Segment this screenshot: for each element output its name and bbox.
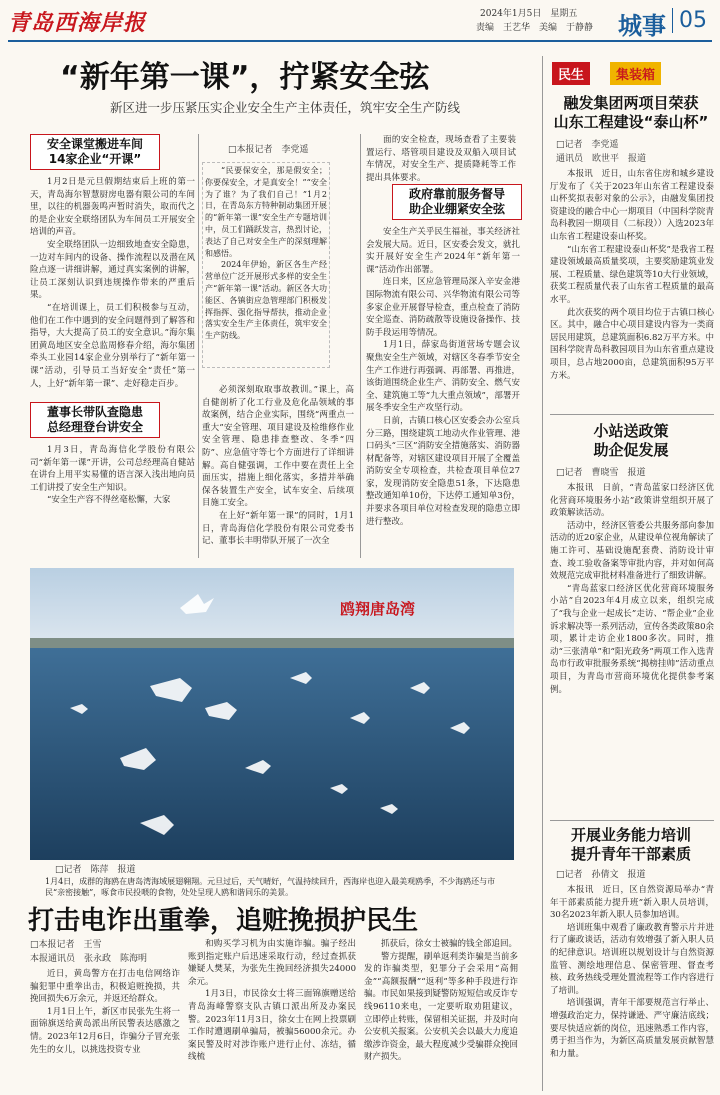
paragraph: 此次获奖的两个项目均位于古镇口核心区。其中，融合中心项目建设内容为一类商居民用建筑，总建筑面积6.82万平方米。中国科学院青岛科教园项目为山东省重点建设项目，总占地2000亩，总建筑面积95万平方米。 <box>550 307 714 381</box>
paragraph: 本报讯 近日，山东省住房和城乡建设厅发布了《关于2023年山东省工程建设泰山杯奖拟表彰对象的公示》，由融发集团投资建设的融合中心一期项目（中国科学院青岛科教园一期项目（二标段））入选2023年山东省工程建设泰山杯奖。 <box>550 169 714 242</box>
lead-column-3 <box>366 134 516 183</box>
paragraph: “山东省工程建设泰山杯奖”是我省工程建设领域最高质量奖项，主要奖励建筑业发展、工程质量、绿色建筑等10大行业领域，获奖工程质量代表了山东省工程质量的最高水平。 <box>550 244 714 305</box>
lead-subhead-box-2 <box>30 402 160 438</box>
sidebar-story-2-body <box>550 482 714 816</box>
paragraph: 日前，古镇口核心区安委会办公室兵分三路，围绕建筑工地动火作业管理、港口码头“三区”消防安全措施落实、消防器材配备等，对辖区建设项目开展了全覆盖消防安全专项检查，共检查项目单位27家，发现消防安全隐患51条，下达隐患整改通知单10份，下达停工通知单3份，并要求各项目单位对检查发现的隐患立即进行整改。 <box>366 415 520 527</box>
sidebar-story-2-byline: □记者 曹晓雪 报道 <box>556 468 646 478</box>
lead-column-3b <box>366 226 520 560</box>
paragraph: “民要保安全，那是假安全；你要保安全，才是真安全！”“安全为了谁？为了我们自己！”1月2日，在青岛东方特种制动集团开展的“新年第一课”安全生产专题培训中，员工们踊跃发言，热烈讨论，表达了自己对安全生产的深刻理解和感悟。 <box>205 166 327 258</box>
paragraph: “安全生产容不得丝毫松懈，大家 <box>47 495 171 506</box>
bottom-column-2 <box>188 938 356 1092</box>
photo-credit: □记者 陈萍 报道 <box>55 865 136 875</box>
page-header <box>0 0 720 42</box>
lead-quote-box <box>202 162 330 368</box>
paragraph: 连日来，区应急管理局深入辛安金港国际物流有限公司、兴华物流有限公司等多家企业开展督导检查，重点检查了消防安全巡查、消防疏散等设施设备操作、技防手段运用等情况。 <box>366 277 520 338</box>
paragraph: “青岛蓝家口经济区优化营商环境服务小站”自2023年4月成立以来，组织完成了“我与企业一起成长”走访、“帮企业”企业诉求解决等一系列活动，宣传各类政策80余项，累计走访企业1800多次。同时，推动“三张清单”和“阳光政务”两项工作入选青岛市行政审批服务系统“揭榜挂帅”活动重点项目，为青岛市营商环境优化提供参考案例。 <box>550 583 714 695</box>
sidebar-story-3-headline <box>548 826 714 864</box>
column-divider <box>198 134 199 558</box>
lead-column-2 <box>202 384 354 560</box>
subhead-line: 董事长带队查隐患 <box>46 405 143 419</box>
photo-title: 鸥翔唐岛湾 <box>340 600 416 618</box>
subhead-line: 安全课堂搬进车间 <box>46 137 143 151</box>
sidebar-divider <box>542 56 543 1091</box>
subhead-line: 总经理登台讲安全 <box>46 420 143 434</box>
sidebar-story-1-byline <box>556 138 646 166</box>
paragraph: 1月2日是元旦假期结束后上班的第一天，青岛海尔智慧厨房电器有限公司的车间里，以往的机器轰鸣声暂时消失，取而代之的是企业安全联络团队为车间员工开展安全培训的声音。 <box>30 177 195 238</box>
section-name: 城事 <box>618 11 666 40</box>
photo-description: 1月4日，成群的海鸥在唐岛湾海域展翅翱翔。元旦过后，天气晴好，气温持续回升，西海岸也迎入最美观鸥季，不少海鸥还与市民“亲密接触”，啄食市民投喂的食物，处处呈现人鸥和谐同乐的美景。 <box>45 877 496 897</box>
sidebar-tag-minsheng: 民生 <box>552 62 590 85</box>
paragraph: 1月3日，市民徐女士将三面锦旗赠送给青岛海峰警察支队古镇口派出所及办案民警。2023年11月3日，徐女士在网上投票刷工作时遭遇刷单骗局，被骗56000余元。办案民警及时对涉诈账户进行止付、冻结，循线梳 <box>188 989 356 1063</box>
sidebar-story-2-headline <box>548 422 714 460</box>
paragraph: 抓获后，徐女士被骗的钱全部追回。 <box>381 939 518 949</box>
headline-line: 开展业务能力培训 <box>570 826 691 844</box>
sidebar-story-3-body <box>550 884 714 1092</box>
paragraph: 本报讯 近日，区自然资源局举办“青年干部素质能力提升班”新入职人员培训，30名2023年新入职人员参加培训。 <box>550 885 714 921</box>
subhead-line: 助企业绷紧安全弦 <box>408 202 505 216</box>
seagull-photo <box>30 568 514 860</box>
subhead-line: 14家企业“开课” <box>48 152 142 166</box>
headline-line: 提升青年干部素质 <box>570 845 691 863</box>
bottom-column-3 <box>364 938 518 1092</box>
paragraph: 本报讯 日前，“青岛蓝家口经济区优化营商环境服务小站”政策讲堂组织开展了政策解读活动。 <box>550 483 714 519</box>
sidebar-divider <box>550 414 714 415</box>
byline-line: □记者 李党遥 <box>556 140 619 150</box>
paragraph: 1月1日，薛家岛街道营场专题会议聚焦安全生产领域，对辖区冬春季节安全生产工作进行再强调、再部署、再推进，该街道围绕企业生产、消防安全、燃气安全、建筑施工等“九大重点领域”，部署开展冬季安全生产攻坚行动。 <box>366 340 520 414</box>
paragraph: “在培训课上，员工们积极参与互动，他们在工作中遇到的安全问题得到了解答和指导，大大提高了员工的安全意识。”海尔集团黄岛地区安全总监周修春介绍，海尔集团牵头工业园14家企业分别举行了“新年第一课”活动，引导员工当好安全“责任”第一人，上好“新年第一课”、走好稳走百步。 <box>30 302 195 389</box>
paragraph: 活动中，经济区管委公共服务部向参加活动的近20家企业，从建设单位视角解读了施工许可、基础设施配套费、消防设计审查、竣工验收备案等审批内容，并对如何高效规范完成审批材料准备进行了细致讲解。 <box>550 520 714 582</box>
paragraph: 1月3日，青岛海信化学股份有限公司“新年第一课”开讲，公司总经理高自健站在讲台上用平实易懂的语言深入浅出地向员工们讲授了安全生产知识。 <box>30 445 195 493</box>
seagull-bay-image <box>30 568 514 860</box>
lead-column-1b <box>30 444 195 558</box>
paragraph: 培训强调，青年干部要规范言行举止、增强政治定力，保持谦逊、严守廉洁底线；要尽快适应新的岗位，迅速熟悉工作内容，勇于担当作为，为新区高质量发展贡献智慧和力量。 <box>550 998 714 1059</box>
paragraph: 近日，黄岛警方在打击电信网络诈骗犯罪中重拳出击，积极追赃挽损，共挽回损失6万余元，并返还给群众。 <box>30 969 180 1005</box>
lead-column-1 <box>30 176 195 396</box>
paragraph: 和购买学习机为由实施诈骗。骗子经出账到指定账户后迅速采取行动，经过查抓获嫌疑人樊某，为张先生挽回经济损失24000余元。 <box>188 939 356 987</box>
paragraph: 安全联络团队一边细致地查安全隐患，一边对车间内的设备、操作流程以及潜在风险点逐一讲细讲解，通过真实案例的讲解，让员工深刻认识到违规操作带来的严重后果。 <box>30 239 195 301</box>
subhead-line: 政府靠前服务督导 <box>408 187 505 201</box>
bottom-byline-1: □本报记者 王雪 <box>30 940 102 950</box>
paragraph: 2024年伊始，新区各生产经营单位广泛开展形式多样的安全生产“新年第一课”活动。新区各大功能区、各镇街应急管理部门积极发挥指挥、强化指导帮扶，推动企业落实安全生产主体责任，筑牢安全生产防线。 <box>205 260 327 341</box>
lead-subhead-box-1 <box>30 134 160 170</box>
paragraph: 培训班集中观看了廉政教育警示片并进行了廉政谈话，活动有效增强了新入职人员的纪律意识。培训班以规划设计与自然资源监管、测绘地理信息、保密管理、督查考核、政务热线受理处置流程等工作内容进行了培训。 <box>550 922 714 996</box>
issue-date: 2024年1月5日 星期五 <box>480 9 578 19</box>
header-divider <box>8 40 712 42</box>
paragraph: 在上好“新年第一课”的同时，1月1日，青岛海信化学股份有限公司党委书记、董事长丰明带队开展了一次全 <box>202 510 354 547</box>
paragraph: 1月1日上午，新区市民张先生将一面锦旗送给黄岛派出所民警表达感激之情。2023年12月6日，诈骗分子冒充张先生的女儿，以挑选投资专业 <box>30 1006 180 1055</box>
paragraph: 面的安全检查，现场查看了主要装置运行、塔管项目建设及双船入项目试车情况，对安全生产、提质降耗等工作提出具体要求。 <box>366 135 516 183</box>
paragraph: 安全生产关乎民生福祉，事关经济社会发展大局。近日，区安委会发文，就扎实开展好安全生产2024年“新年第一课”活动作出部署。 <box>366 227 520 275</box>
sidebar-story-1-body <box>550 168 714 406</box>
headline-line: 融发集团两项目荣获 <box>563 94 699 112</box>
page-number: 05 <box>672 8 707 33</box>
bottom-column-1 <box>30 968 180 1092</box>
headline-line: 山东工程建设“泰山杯” <box>553 113 709 131</box>
newspaper-masthead: 青岛西海岸报 <box>8 10 147 36</box>
sidebar-tag-container: 集装箱 <box>610 62 661 85</box>
bottom-byline-2: 本报通讯员 张永政 陈海明 <box>30 954 148 964</box>
sidebar-story-1-headline <box>548 94 714 132</box>
editors-credit: 责编 王艺华 美编 于静静 <box>476 23 594 33</box>
headline-line: 助企促发展 <box>593 441 669 459</box>
byline-line: 通讯员 欧世平 报道 <box>556 154 647 164</box>
bottom-headline: 打击电诈出重拳，追赃挽损护民生 <box>28 906 419 936</box>
lead-subheadline: 新区进一步压紧压实企业安全生产主体责任，筑牢安全生产防线 <box>109 100 460 115</box>
paragraph: 必须深刻取取事故教训。”课上，高自健剖析了化工行业及危化品领域的事故案例，结合企业实际，围绕“两重点一重大”安全管理、项目建设及检维修作业安全管理、隐患排查整改、冬季“四防”、应急值守等七个方面进行了详细讲解。高自健强调，工作中要在责任上全面压实，措施上细化落实，多措并举确保各装置生产安全，试车安全、后续项目施工安全。 <box>202 385 354 509</box>
sidebar-divider <box>550 820 714 821</box>
sidebar-story-3-byline: □记者 孙倩文 报道 <box>556 870 646 880</box>
lead-subhead-box-3 <box>392 184 522 220</box>
paragraph: 警方提醒，刷单返利类诈骗是当前多发的诈骗类型，犯罪分子会采用“高佣金”“高额报酬”“返利”等多种手段进行诈骗。市民如果接到疑警防短短信或反诈专线96110来电，一定要听取劝阻建议，立即停止转账，保留相关证据，并及时向公安机关报案。公安机关会以最大力度追缴涉诈资金，最大程度减少受骗群众挽回财产损失。 <box>364 951 518 1063</box>
quote-byline: □本报记者 李党遥 <box>228 145 309 155</box>
column-divider <box>360 134 361 558</box>
lead-headline: “新年第一课”，拧紧安全弦 <box>60 60 430 95</box>
headline-line: 小站送政策 <box>593 422 669 440</box>
